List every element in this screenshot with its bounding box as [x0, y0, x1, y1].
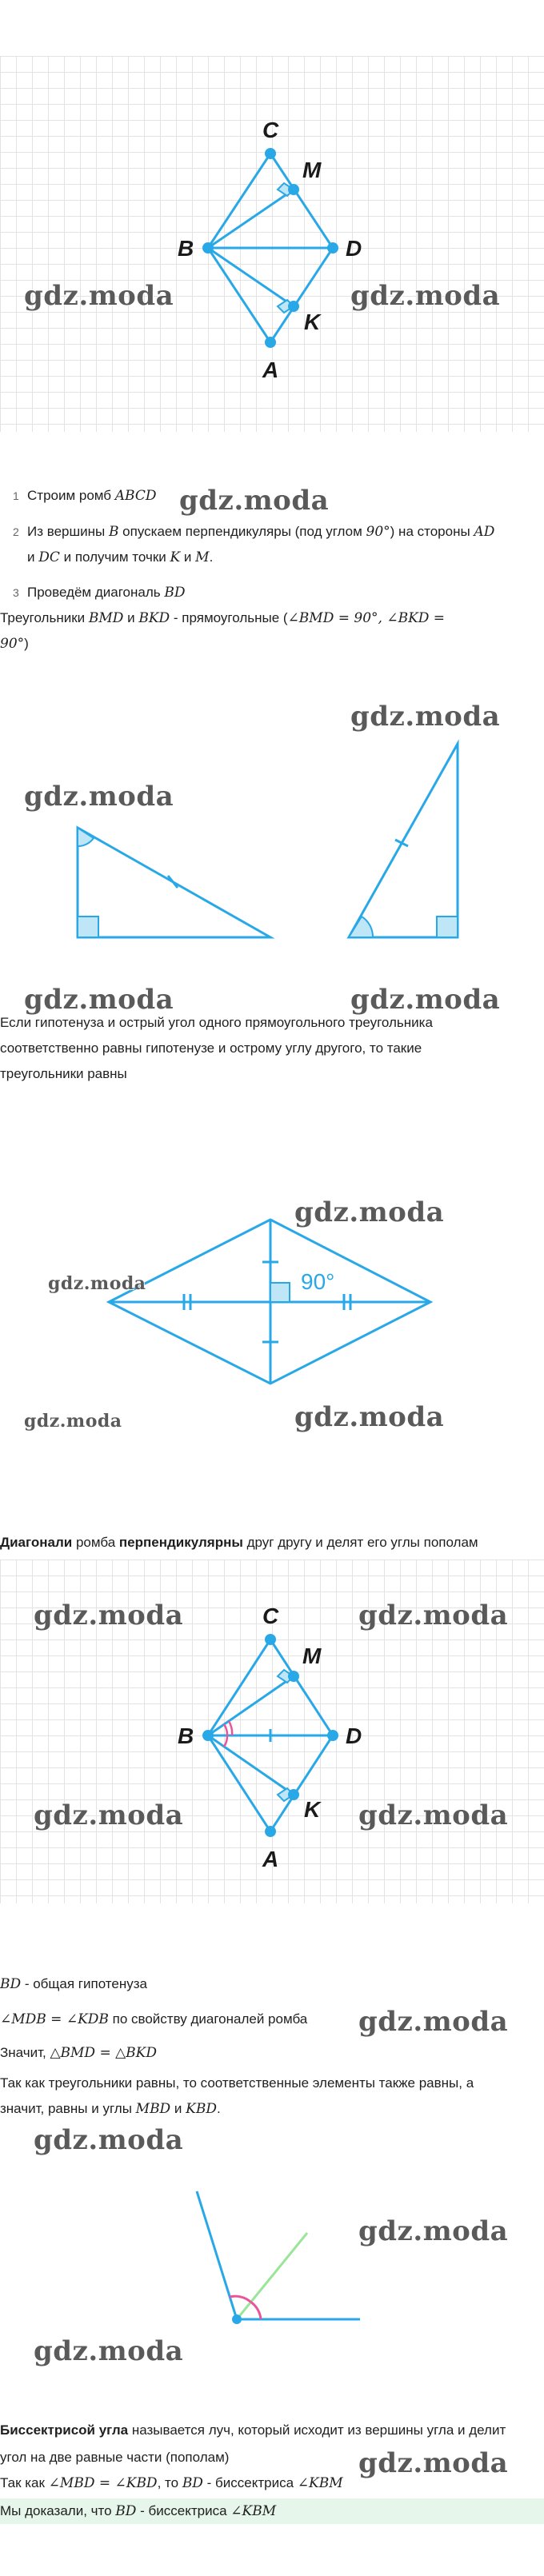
label-b: B	[178, 1723, 194, 1748]
figure-2-triangles	[0, 696, 544, 960]
step-number: 1	[13, 489, 19, 502]
proof-line-5: значит, равны и углы MBD и KBD.	[0, 2101, 221, 2117]
step-number: 2	[13, 525, 19, 538]
watermark: gdz.moda	[294, 1196, 445, 1228]
figure-5-angle	[0, 2175, 544, 2335]
bisector-definition-line-2: угол на две равные части (пополам)	[0, 2450, 230, 2465]
hypotenuse-rule-line-2: соответственно равны гипотенузе и острому углу другого, то такие	[0, 1040, 422, 1056]
watermark: gdz.moda	[350, 984, 501, 1016]
hypotenuse-rule-line-1: Если гипотенуза и острый угол одного прямоугольного треугольника	[0, 1015, 433, 1030]
label-a: A	[262, 1847, 279, 1871]
step-number: 3	[13, 586, 19, 599]
watermark: gdz.moda	[358, 2006, 509, 2038]
right-triangles-text-line-2: 90°)	[0, 636, 29, 652]
proof-line-1: BD - общая гипотенуза	[0, 1976, 147, 1992]
proof-line-2: ∠MDB = ∠KDB по свойству диагоналей ромба	[0, 2011, 308, 2027]
watermark: gdz.moda	[34, 2124, 184, 2156]
final-answer: Мы доказали, что BD - биссектриса ∠KBM	[0, 2503, 277, 2519]
hypotenuse-rule-line-3: треугольники равны	[0, 1066, 127, 1081]
figure-1-rhombus	[0, 56, 544, 432]
watermark: gdz.moda	[358, 2447, 509, 2479]
watermark: gdz.moda	[34, 1799, 184, 1831]
watermark: gdz.moda	[358, 2215, 509, 2247]
watermark: gdz.moda	[179, 485, 330, 517]
bisector-definition-line-1: Биссектрисой угла называется луч, который исходит из вершины угла и делит	[0, 2422, 506, 2438]
label-b: B	[178, 236, 194, 261]
diagonals-rule: Диагонали ромба перпендикулярны друг другу и делят его углы пополам	[0, 1535, 478, 1550]
label-d: D	[346, 236, 362, 261]
label-m: M	[302, 158, 322, 182]
label-k: K	[304, 1797, 321, 1822]
label-m: M	[302, 1643, 322, 1668]
right-angle-label: 90°	[301, 1269, 335, 1294]
label-k: K	[304, 310, 321, 334]
step-3-text: Проведём диагональ BD	[27, 585, 186, 601]
proof-line-3: Значит, △BMD = △BKD	[0, 2045, 158, 2061]
watermark: gdz.moda	[358, 1600, 509, 1631]
watermark: gdz.moda	[24, 280, 174, 312]
watermark: gdz.moda	[358, 1799, 509, 1831]
watermark: gdz.moda	[24, 984, 174, 1016]
watermark: gdz.moda	[294, 1401, 445, 1433]
watermark: gdz.moda	[350, 280, 501, 312]
watermark: gdz.moda	[24, 1411, 122, 1432]
watermark: gdz.moda	[34, 1600, 184, 1631]
step-1-text: Строим ромб ABCD	[27, 488, 157, 504]
label-d: D	[346, 1723, 362, 1748]
proof-line-4: Так как треугольники равны, то соответственные элементы также равны, а	[0, 2075, 474, 2091]
bisector-conclusion-line: Так как ∠MBD = ∠KBD, то BD - биссектриса ∠KBM	[0, 2475, 343, 2491]
watermark: gdz.moda	[48, 1273, 146, 1294]
watermark: gdz.moda	[350, 701, 501, 733]
watermark: gdz.moda	[34, 2335, 184, 2367]
figure-3-rhombus	[0, 1200, 544, 1392]
label-a: A	[262, 357, 279, 382]
step-2-text: Из вершины B опускаем перпендикуляры (под углом 90°) на стороны AD	[27, 524, 495, 540]
right-triangles-text: Треугольники BMD и BKD - прямоугольные (∠BMD = 90°, ∠BKD =	[0, 610, 446, 626]
step-2-text-line-2: и DC и получим точки K и M.	[27, 549, 214, 565]
label-c: C	[262, 118, 279, 142]
watermark: gdz.moda	[24, 781, 174, 813]
label-c: C	[262, 1604, 279, 1628]
